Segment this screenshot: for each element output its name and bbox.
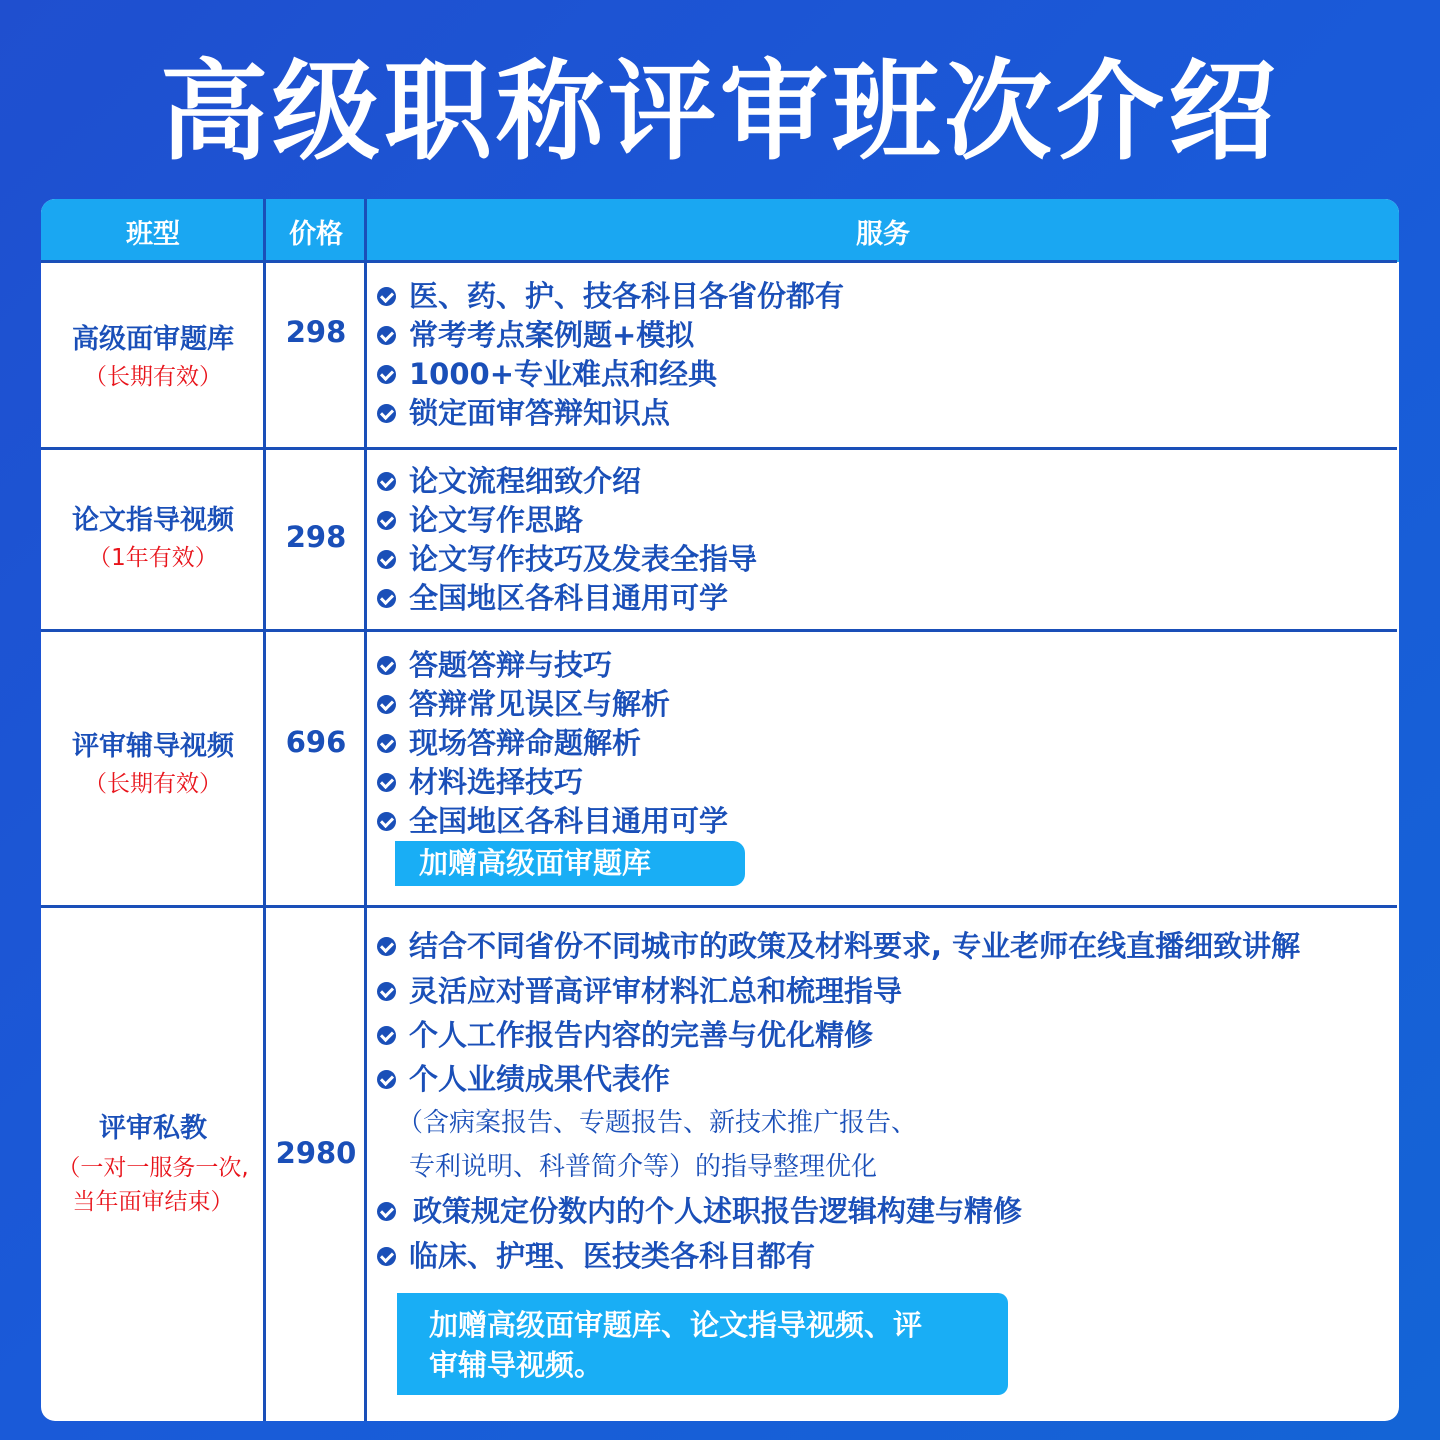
service-item: 锁定面审答辩知识点	[375, 394, 844, 433]
check-icon	[377, 326, 396, 345]
check-icon	[377, 734, 396, 753]
class-type	[41, 317, 265, 394]
class-name: 评审私教	[99, 1113, 207, 1144]
header-service: 服务	[856, 219, 910, 250]
price: 298	[285, 315, 347, 349]
table-row	[41, 908, 1399, 1421]
check-icon	[377, 812, 396, 831]
check-icon	[377, 404, 396, 423]
service-item: 现场答辩命题解析	[375, 724, 728, 763]
service-item: 全国地区各科目通用可学	[375, 802, 728, 841]
service-list	[375, 924, 1300, 1279]
service-item: 1000+专业难点和经典	[375, 355, 844, 394]
service-item: 个人业绩成果代表作	[375, 1057, 1300, 1101]
price: 2980	[275, 1136, 357, 1170]
service-item: 灵活应对晋高评审材料汇总和梳理指导	[375, 969, 1300, 1013]
page-title: 高级职称评审班次介绍	[159, 50, 1280, 175]
price: 696	[285, 725, 347, 759]
check-icon	[377, 1026, 396, 1045]
check-icon	[377, 982, 396, 1001]
class-name: 论文指导视频	[72, 505, 234, 536]
validity-note: （1年有效）	[88, 545, 218, 571]
table-row	[41, 450, 1399, 629]
table-row	[41, 632, 1399, 905]
check-icon	[377, 472, 396, 491]
service-item: 材料选择技巧	[375, 763, 728, 802]
class-type	[41, 498, 265, 575]
service-item: 论文写作技巧及发表全指导	[375, 540, 757, 579]
check-icon	[377, 937, 396, 956]
service-list	[375, 646, 728, 841]
service-item: 常考考点案例题+模拟	[375, 316, 844, 355]
table-header	[41, 199, 1399, 262]
class-type	[41, 724, 265, 801]
check-icon	[377, 1202, 396, 1221]
validity-note: （一对一服务一次, 当年面审结束）	[57, 1155, 249, 1215]
table-row	[41, 263, 1399, 447]
check-icon	[377, 1247, 396, 1266]
check-icon	[377, 1070, 396, 1089]
check-icon	[377, 656, 396, 675]
service-detail: 专利说明、科普简介等）的指导整理优化	[409, 1152, 878, 1182]
service-item: 答辩常见误区与解析	[375, 685, 728, 724]
service-item: 论文流程细致介绍	[375, 462, 757, 501]
service-item: 医、药、护、技各科目各省份都有	[375, 277, 844, 316]
check-icon	[377, 365, 396, 384]
service-detail: （含病案报告、专题报告、新技术推广报告、	[397, 1108, 918, 1138]
header-type: 班型	[126, 219, 180, 250]
service-item: 结合不同省份不同城市的政策及材料要求, 专业老师在线直播细致讲解	[375, 924, 1300, 969]
class-name: 评审辅导视频	[72, 731, 234, 762]
validity-note: （长期有效）	[84, 771, 222, 797]
service-item: 临床、护理、医技类各科目都有	[375, 1234, 1300, 1279]
bonus-badge: 加赠高级面审题库、论文指导视频、评 审辅导视频。	[397, 1293, 1008, 1395]
header-price: 价格	[289, 219, 343, 250]
price: 298	[285, 520, 347, 554]
service-list	[375, 277, 844, 433]
class-type	[41, 1106, 265, 1219]
class-table	[41, 199, 1399, 1421]
service-item: 答题答辩与技巧	[375, 646, 728, 685]
service-item: 政策规定份数内的个人述职报告逻辑构建与精修	[375, 1189, 1300, 1234]
service-list	[375, 462, 757, 618]
check-icon	[377, 773, 396, 792]
bonus-badge: 加赠高级面审题库	[395, 841, 745, 886]
service-item: 个人工作报告内容的完善与优化精修	[375, 1013, 1300, 1057]
service-item: 全国地区各科目通用可学	[375, 579, 757, 618]
check-icon	[377, 695, 396, 714]
check-icon	[377, 511, 396, 530]
validity-note: （长期有效）	[84, 364, 222, 390]
service-item: 论文写作思路	[375, 501, 757, 540]
check-icon	[377, 589, 396, 608]
class-name: 高级面审题库	[72, 324, 234, 355]
check-icon	[377, 287, 396, 306]
check-icon	[377, 550, 396, 569]
